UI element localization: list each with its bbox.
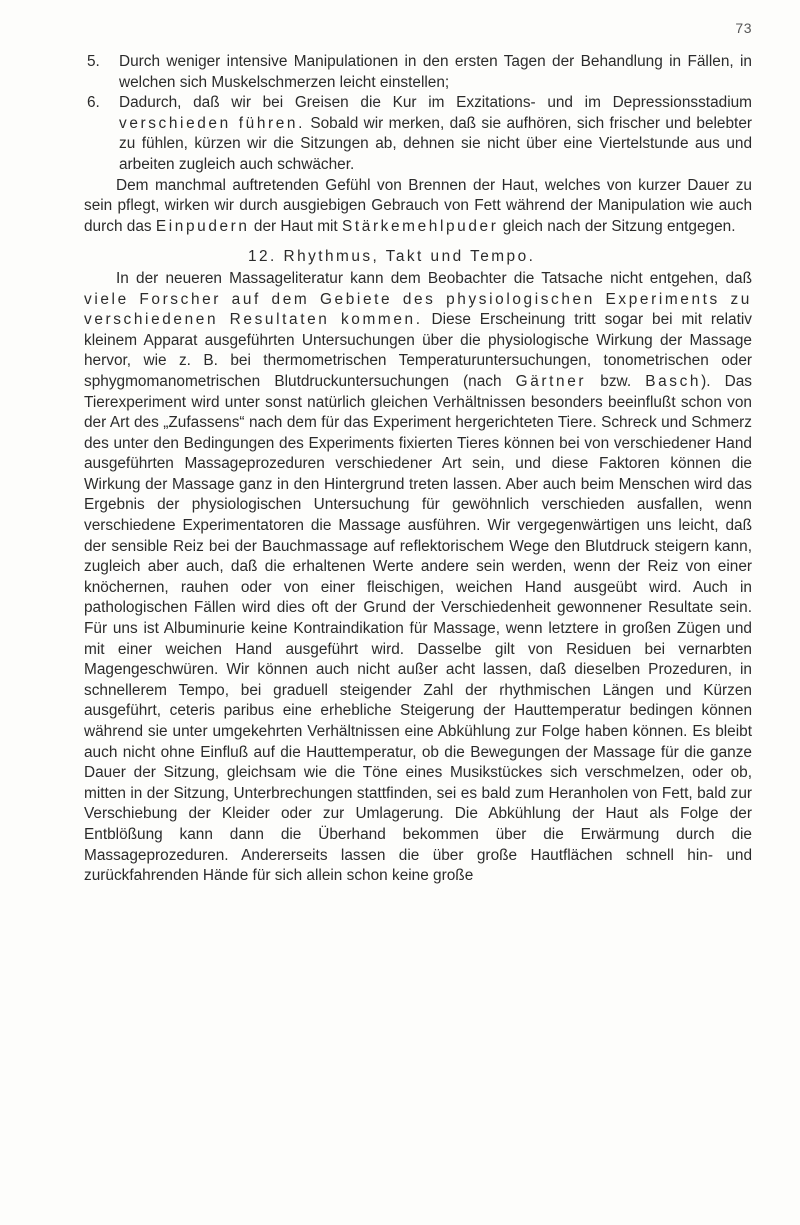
list-text [119, 93, 752, 175]
text-run: Dadurch, daß wir bei Greisen die Kur im Exzitations- und im Depressionsstadium [119, 94, 752, 112]
emphasized-text: Basch [645, 372, 702, 390]
emphasized-text: verschieden führen. [119, 114, 305, 132]
list-number: 6. [87, 94, 100, 112]
emphasized-text: viele Forscher auf dem Gebiete des physiologischen Experiments zu verschiedenen Resultaten kommen. [84, 290, 752, 329]
list-item-5 [84, 52, 752, 93]
text-run: der Haut mit [249, 217, 342, 235]
body-text [84, 52, 752, 887]
emphasized-text: Gärtner [515, 372, 587, 390]
emphasized-text: Einpudern [155, 217, 250, 235]
text-run: ). Das Tierexperiment wird unter sonst natürlich gleichen Verhältnissen besonders beeinflußt schon von der Art des „Zufassens“ nach dem für das Experiment hergerichteten Tiere. Schreck und Schmerz des unter den Bedingungen des Experiments fixierten Tieres können bei von verschiedener Hand ausgeführten Massageprozeduren verschiedener Art sein, und diese Faktoren können die Wirkung der Massage ganz in den Hintergrund treten lassen. Aber auch beim Menschen wird das Ergebnis der physiologischen Untersuchung für gewöhnlich verschieden ausfallen, wenn verschiedene Experimentatoren die Massage ausführen. Wir vergegenwärtigen uns leicht, daß der sensible Reiz bei der Bauchmassage auf reflektorischem Wege den Blutdruck steigern kann, zugleich aber auch, daß die erhaltenen Werte andere sein werden, wenn der Reiz von einer knöchernen, rauhen oder von einer fleischigen, weichen Hand ausgeübt wird. Auch in pathologischen Fällen wird dies oft der Grund der Verschiedenheit gewonnener Resultate sein. Für uns ist Albuminurie keine Kontraindikation für Massage, wenn letztere in großen Zügen und mit einer weichen Hand ausgeführt wird. Dasselbe gilt von Residuen bei vernarbten Magengeschwüren. Wir können auch nicht außer acht lassen, daß dieselben Prozeduren, in schnellerem Tempo, bei graduell steigender Zahl der rhythmischen Längen und Kürzen ausgeführt, ceteris paribus eine erhebliche Steigerung der Hauttemperatur bedingen können während sie unter umgekehrten Verhältnissen eine Abkühlung zur Folge haben können. Es bleibt auch nicht ohne Einfluß auf die Hauttemperatur, ob die Bewegungen der Massage für die ganze Dauer der Sitzung, gleichsam wie die Töne eines Musikstückes sich verschmelzen, oder ob, mitten in der Sitzung, Unterbrechungen stattfinden, sei es bald zum Heranholen von Fett, bald zur Verschiebung der Kleider oder zur Umlagerung. Die Abkühlung der Haut als Folge der Entblößung kann dann die Überhand bekommen über die Erwärmung durch die Massageprozeduren. Andererseits lassen die über große Hautflächen schnell hin- und zurückfahrenden Hände für sich allein schon keine große [84, 372, 753, 885]
text-run: bzw. [586, 372, 646, 390]
page-number: 73 [735, 20, 752, 36]
paragraph-rhythm [84, 269, 752, 887]
text-run: Dem manchmal auftretenden Gefühl von Brennen der Haut, welches von kurzer Dauer zu sein pflegt, wirken wir durch ausgiebigen Gebrauch von Fett während der Manipulation wie auch durch das [84, 176, 752, 235]
list-number: 5. [87, 53, 100, 70]
text-run: Durch weniger intensive Manipulationen in den ersten Tagen der Behandlung in Fällen, in welchen sich Muskelschmerzen leicht einstellen; [119, 53, 752, 91]
text-run: Diese Erscheinung tritt sogar bei mit relativ kleinem Apparat ausgeführten Untersuchungen über die physiologische Wirkung der Massage hervor, wie z. B. bei thermometrischen Temperaturuntersuchungen, tonometrischen oder sphygmomanometrischen Blutdruckuntersuchungen (nach [84, 311, 752, 390]
emphasized-text: Stärkemehlpuder [341, 217, 499, 235]
section-heading: 12. Rhythmus, Takt und Tempo. [248, 248, 536, 266]
text-run: Sobald wir merken, daß sie aufhören, sich frischer und belebter zu fühlen, kürzen wir die Sitzungen ab, dehnen sie nicht über eine Viertelstunde aus und arbeiten zugleich auch schwächer. [119, 114, 752, 173]
list-item-6 [84, 93, 752, 175]
paragraph-burning-sensation [84, 176, 752, 238]
text-run: In der neueren Massageliteratur kann dem Beobachter die Tatsache nicht entgehen, daß [116, 269, 752, 287]
list-text [119, 52, 752, 93]
text-run: gleich nach der Sitzung entgegen. [498, 217, 736, 235]
